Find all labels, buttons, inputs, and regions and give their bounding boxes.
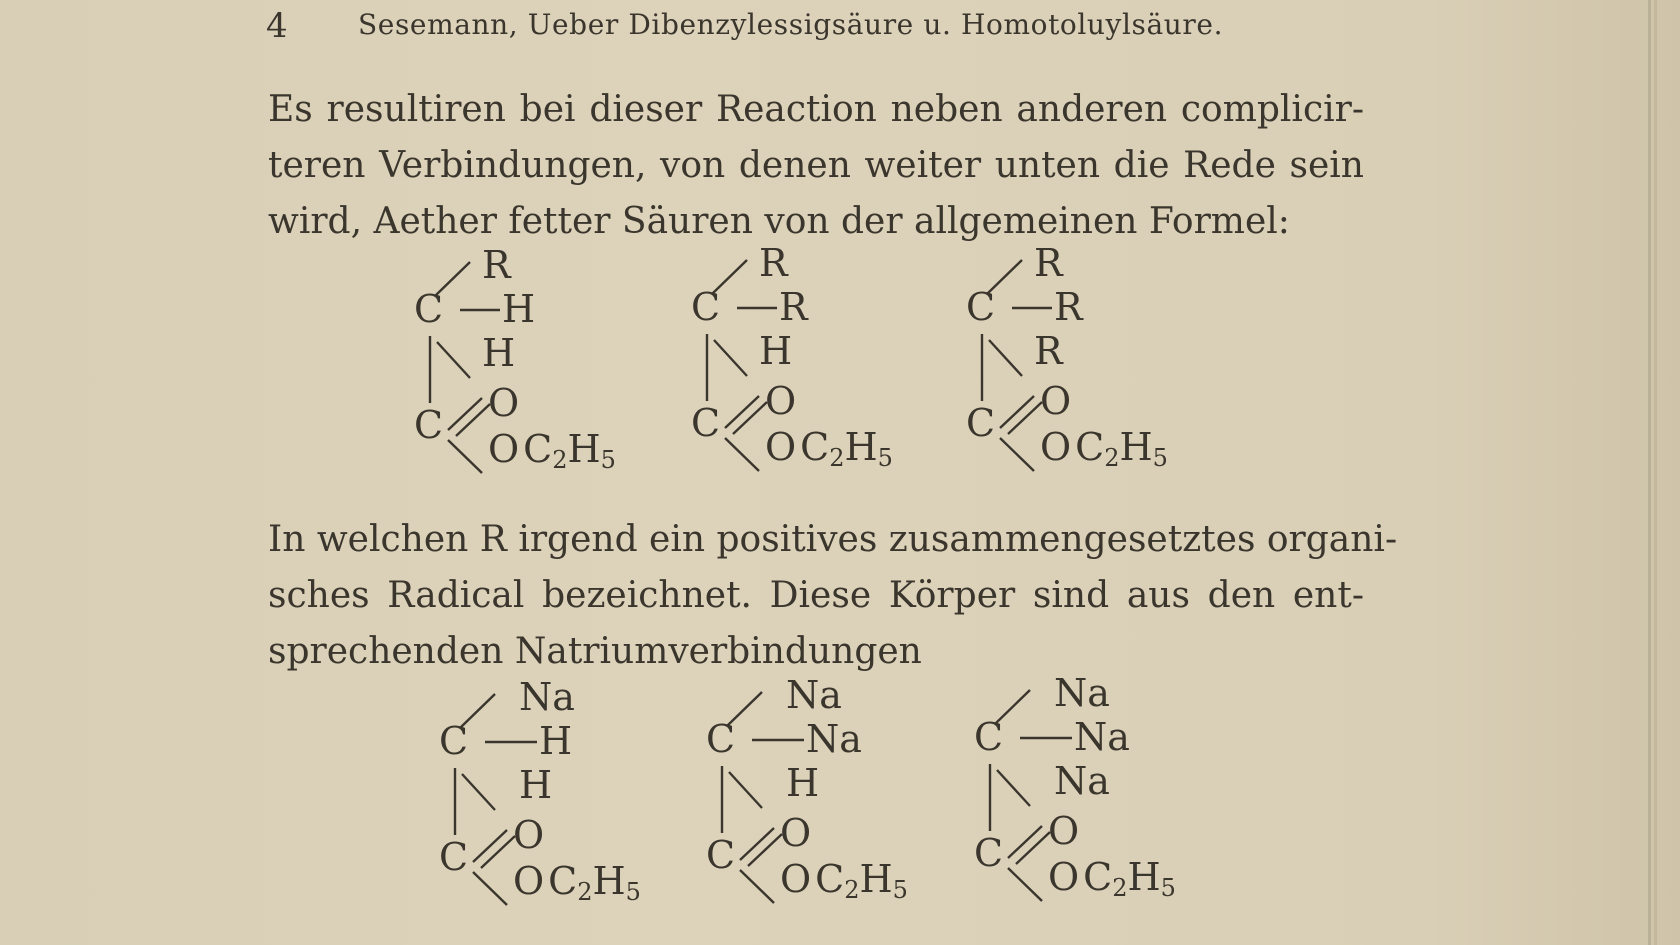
- bond-line: [473, 872, 507, 905]
- text-line: wird, Aether fetter Säuren von der allgemeinen Formel:: [268, 201, 1290, 242]
- carbon-count: 2: [1112, 874, 1128, 902]
- substituent-1: R: [759, 241, 788, 285]
- alpha-carbon: C: [691, 285, 721, 329]
- paragraph-intro: [268, 82, 1364, 250]
- ethyl-carbon: C: [1083, 855, 1113, 899]
- ethoxy-group: [765, 426, 893, 479]
- carbon-count: 2: [844, 876, 860, 904]
- substituent-2: R: [1054, 285, 1083, 329]
- ethoxy-group: [488, 428, 616, 481]
- ester-oxygen: O: [780, 857, 812, 901]
- substituent-1: Na: [1054, 671, 1110, 715]
- ester-oxygen: O: [1048, 855, 1080, 899]
- ethyl-carbon: C: [815, 857, 845, 901]
- bond-line: [740, 828, 774, 860]
- formula-sodium-3: [974, 671, 1250, 936]
- carbon-count: 2: [1104, 444, 1120, 472]
- page-edge-line-inner: [1654, 0, 1657, 945]
- ethyl-hydrogen: H: [859, 857, 893, 901]
- alpha-carbon: C: [966, 285, 996, 329]
- carbon-count: 2: [577, 878, 593, 906]
- bond-line: [989, 340, 1022, 376]
- bond-line: [1008, 402, 1042, 434]
- bond-line: [997, 770, 1030, 806]
- bond-line: [725, 396, 759, 428]
- formula-sodium-1: [439, 675, 715, 940]
- bond-line: [1000, 396, 1034, 428]
- carbonyl-oxygen: O: [1040, 379, 1072, 423]
- alpha-carbon: C: [414, 287, 444, 331]
- bond-line: [1008, 868, 1042, 901]
- ethyl-carbon: C: [548, 859, 578, 903]
- ethyl-hydrogen: H: [1119, 425, 1153, 469]
- ethoxy-group: [780, 858, 908, 911]
- substituent-2: Na: [1074, 715, 1130, 759]
- substituent-3: H: [519, 763, 553, 807]
- carboxyl-carbon: C: [414, 403, 444, 447]
- substituent-2: R: [779, 285, 808, 329]
- substituent-2: H: [502, 287, 536, 331]
- alpha-carbon: C: [974, 715, 1004, 759]
- carboxyl-carbon: C: [691, 401, 721, 445]
- ethyl-carbon: C: [523, 427, 553, 471]
- bond-line: [462, 774, 495, 810]
- bond-line: [437, 342, 470, 378]
- hydrogen-count: 5: [1152, 444, 1168, 472]
- substituent-1: Na: [519, 675, 575, 719]
- bond-line: [729, 772, 762, 808]
- carbonyl-oxygen: O: [488, 381, 520, 425]
- text-line: teren Verbindungen, von denen weiter unten die Rede sein: [268, 145, 1364, 186]
- bond-line: [456, 404, 490, 436]
- ethyl-hydrogen: H: [844, 425, 878, 469]
- bond-line: [748, 834, 782, 866]
- formula-ester-2: [691, 241, 967, 506]
- substituent-2: H: [539, 719, 573, 763]
- ester-oxygen: O: [765, 425, 797, 469]
- page-edge-line: [1648, 0, 1651, 945]
- substituent-3: H: [786, 761, 820, 805]
- ethyl-carbon: C: [800, 425, 830, 469]
- bond-line: [448, 440, 482, 473]
- alpha-carbon: C: [706, 717, 736, 761]
- bond-line: [1008, 826, 1042, 858]
- substituent-3: Na: [1054, 759, 1110, 803]
- formula-ester-1: [414, 243, 690, 508]
- carbonyl-oxygen: O: [513, 813, 545, 857]
- hydrogen-count: 5: [625, 878, 641, 906]
- formula-ester-3: [966, 241, 1242, 506]
- substituent-3: H: [759, 329, 793, 373]
- formula-sodium-2: [706, 673, 982, 938]
- bond-line: [714, 340, 747, 376]
- ester-oxygen: O: [488, 427, 520, 471]
- substituent-2: Na: [806, 717, 862, 761]
- bond-line: [733, 402, 767, 434]
- substituent-1: Na: [786, 673, 842, 717]
- bond-line: [740, 870, 774, 903]
- carbonyl-oxygen: O: [1048, 809, 1080, 853]
- text-line: In welchen R irgend ein positives zusammengesetztes organi-: [268, 519, 1398, 560]
- hydrogen-count: 5: [1160, 874, 1176, 902]
- alpha-carbon: C: [439, 719, 469, 763]
- carboxyl-carbon: C: [706, 833, 736, 877]
- hydrogen-count: 5: [892, 876, 908, 904]
- carboxyl-carbon: C: [966, 401, 996, 445]
- ester-oxygen: O: [1040, 425, 1072, 469]
- text-line: sches Radical bezeichnet. Diese Körper sind aus den ent-: [268, 575, 1364, 616]
- carbon-count: 2: [552, 446, 568, 474]
- text-line: Es resultiren bei dieser Reaction neben anderen complicir-: [268, 89, 1364, 130]
- substituent-1: R: [1034, 241, 1063, 285]
- hydrogen-count: 5: [600, 446, 616, 474]
- carboxyl-carbon: C: [974, 831, 1004, 875]
- page-number: 4: [266, 6, 288, 46]
- bond-line: [1000, 438, 1034, 471]
- bond-line: [481, 836, 515, 868]
- ethyl-hydrogen: H: [567, 427, 601, 471]
- substituent-1: R: [482, 243, 511, 287]
- ethoxy-group: [1048, 856, 1176, 909]
- ethoxy-group: [1040, 426, 1168, 479]
- ethyl-hydrogen: H: [592, 859, 626, 903]
- carboxyl-carbon: C: [439, 835, 469, 879]
- bond-line: [448, 398, 482, 430]
- hydrogen-count: 5: [877, 444, 893, 472]
- paragraph-radical: [268, 512, 1398, 680]
- carbonyl-oxygen: O: [765, 379, 797, 423]
- carbon-count: 2: [829, 444, 845, 472]
- running-title: Sesemann, Ueber Dibenzylessigsäure u. Homotoluylsäure.: [358, 8, 1224, 41]
- substituent-3: H: [482, 331, 516, 375]
- text-line: sprechenden Natriumverbindungen: [268, 631, 922, 672]
- bond-line: [1016, 832, 1050, 864]
- ester-oxygen: O: [513, 859, 545, 903]
- ethyl-hydrogen: H: [1127, 855, 1161, 899]
- bond-line: [473, 830, 507, 862]
- ethoxy-group: [513, 860, 641, 913]
- bond-line: [725, 438, 759, 471]
- substituent-3: R: [1034, 329, 1063, 373]
- ethyl-carbon: C: [1075, 425, 1105, 469]
- carbonyl-oxygen: O: [780, 811, 812, 855]
